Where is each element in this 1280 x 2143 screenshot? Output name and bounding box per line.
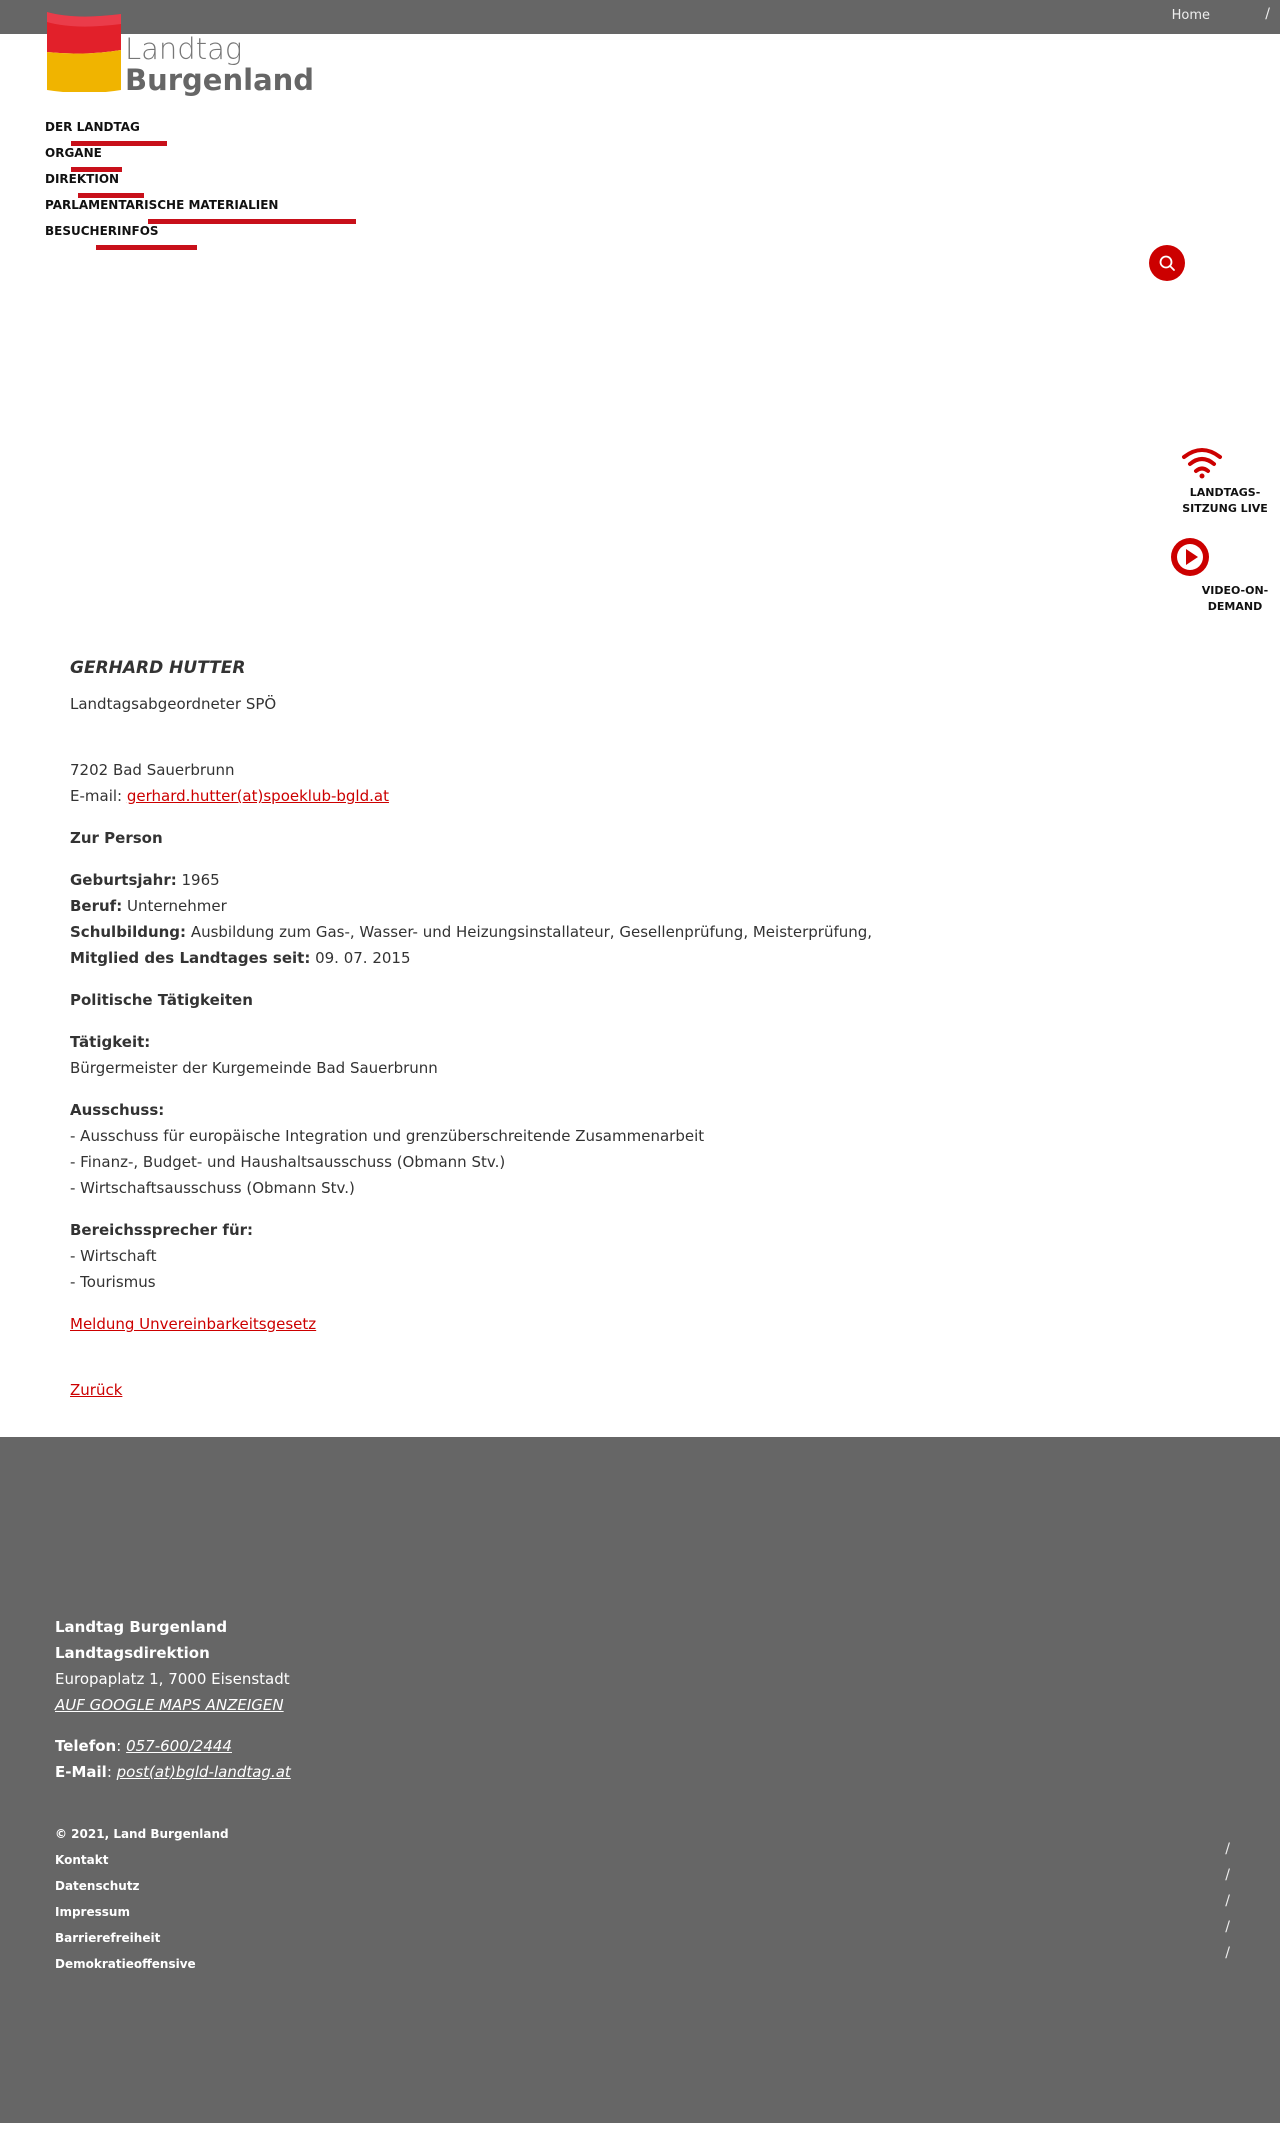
phone-link[interactable]: 057-600/2444 [126, 1737, 232, 1755]
footer-email-row: E-Mail: post(at)bgld-landtag.at [55, 1763, 291, 1781]
logo-text-top: Landtag [125, 32, 243, 66]
google-maps-link[interactable]: AUF GOOGLE MAPS ANZEIGEN [55, 1696, 284, 1714]
member-since-row [70, 945, 1170, 971]
spokesperson-label: Bereichssprecher für: [70, 1221, 254, 1239]
email-link[interactable]: gerhard.hutter(at)spoeklub-bgld.at [126, 787, 389, 805]
birth-year-value: 1965 [176, 871, 220, 889]
person-role: Landtagsabgeordneter SPÖ [70, 695, 277, 713]
email-label: E-mail: [70, 787, 127, 805]
incompatibility-report-link[interactable]: Meldung Unvereinbarkeitsgesetz [70, 1315, 317, 1333]
spokesperson-item: - Wirtschaft [70, 1247, 157, 1265]
spokesperson-item: - Tourismus [70, 1273, 156, 1291]
footer-separator: / [1225, 1867, 1230, 1883]
activity-value: Bürgermeister der Kurgemeinde Bad Sauerbrunn [70, 1059, 438, 1077]
person-profile [70, 655, 1170, 1403]
back-link[interactable]: Zurück [70, 1381, 123, 1399]
footer-org-department: Landtagsdirektion [55, 1644, 210, 1662]
footer-link-barrierefreiheit[interactable]: Barrierefreiheit [55, 1931, 161, 1945]
footer-link-kontakt[interactable]: Kontakt [55, 1853, 109, 1867]
member-since-label: Mitglied des Landtages seit: [70, 949, 311, 967]
birth-year-row [70, 867, 1170, 893]
footer-link-impressum[interactable]: Impressum [55, 1905, 130, 1919]
top-separator: / [1265, 6, 1270, 22]
nav-item-der-landtag[interactable] [45, 120, 278, 146]
footer-separator: / [1225, 1841, 1230, 1857]
footer-street: Europaplatz 1, 7000 Eisenstadt [55, 1670, 290, 1688]
flag-logo-icon [45, 10, 123, 92]
video-on-demand-label: VIDEO-ON- DEMAND [1201, 584, 1269, 613]
footer-meta [55, 1821, 229, 1977]
birth-year-label: Geburtsjahr: [70, 871, 177, 889]
occupation-row [70, 893, 1170, 919]
committee-item: - Wirtschaftsausschuss (Obmann Stv.) [70, 1179, 355, 1197]
live-session-link[interactable] [1180, 445, 1270, 517]
footer-phone-row: Telefon: 057-600/2444 [55, 1737, 232, 1755]
main-nav [45, 120, 278, 250]
nav-item-label: PARLAMENTARISCHE MATERIALIEN [45, 198, 279, 212]
nav-item-parlamentarische-materialien[interactable] [45, 198, 278, 224]
education-row [70, 919, 1170, 945]
occupation-label: Beruf: [70, 897, 123, 915]
footer-org-name: Landtag Burgenland [55, 1618, 228, 1636]
search-icon [1158, 254, 1176, 272]
footer-address [55, 1614, 291, 1785]
nav-underline [96, 245, 197, 250]
site-logo[interactable] [45, 10, 315, 100]
nav-item-label: BESUCHERINFOS [45, 224, 159, 238]
nav-item-organe[interactable] [45, 146, 278, 172]
occupation-value: Unternehmer [122, 897, 227, 915]
nav-item-besucherinfos[interactable] [45, 224, 278, 250]
footer-link-datenschutz[interactable]: Datenschutz [55, 1879, 140, 1893]
footer-link-demokratieoffensive[interactable]: Demokratieoffensive [55, 1957, 196, 1971]
footer-separators [1225, 1836, 1230, 1966]
video-on-demand-link[interactable] [1170, 537, 1280, 615]
footer-email-label: E-Mail [55, 1763, 107, 1781]
wifi-icon [1180, 445, 1224, 479]
footer-separator: / [1225, 1919, 1230, 1935]
section-heading-politische-taetigkeiten: Politische Tätigkeiten [70, 991, 253, 1009]
footer-separator: / [1225, 1893, 1230, 1909]
nav-item-label: ORGANE [45, 146, 102, 160]
person-email-line [70, 783, 1170, 809]
committee-label: Ausschuss: [70, 1101, 165, 1119]
section-heading-zur-person: Zur Person [70, 829, 163, 847]
search-button[interactable] [1149, 245, 1185, 281]
footer-email-link[interactable]: post(at)bgld-landtag.at [116, 1763, 291, 1781]
person-name: GERHARD HUTTER [70, 658, 246, 678]
phone-label: Telefon [55, 1737, 117, 1755]
member-since-value: 09. 07. 2015 [310, 949, 411, 967]
copyright: © 2021, Land Burgenland [55, 1827, 229, 1841]
education-value: Ausbildung zum Gas-, Wasser- und Heizungsinstallateur, Gesellenprüfung, Meisterprüfung, [186, 923, 873, 941]
logo-text-bottom: Burgenland [125, 63, 315, 97]
committee-item: - Ausschuss für europäische Integration und grenzüberschreitende Zusammenarbeit [70, 1127, 705, 1145]
footer-separator: / [1225, 1945, 1230, 1961]
play-icon [1170, 537, 1210, 577]
committee-item: - Finanz-, Budget- und Haushaltsausschuss (Obmann Stv.) [70, 1153, 506, 1171]
nav-item-label: DIREKTION [45, 172, 120, 186]
activity-label: Tätigkeit: [70, 1033, 151, 1051]
site-footer [0, 1437, 1280, 2123]
live-session-label: LANDTAGS- SITZUNG LIVE [1182, 486, 1268, 515]
person-address: 7202 Bad Sauerbrunn [70, 761, 235, 779]
education-label: Schulbildung: [70, 923, 187, 941]
nav-item-label: DER LANDTAG [45, 120, 140, 134]
nav-item-direktion[interactable] [45, 172, 278, 198]
home-link[interactable]: Home [1171, 8, 1210, 23]
